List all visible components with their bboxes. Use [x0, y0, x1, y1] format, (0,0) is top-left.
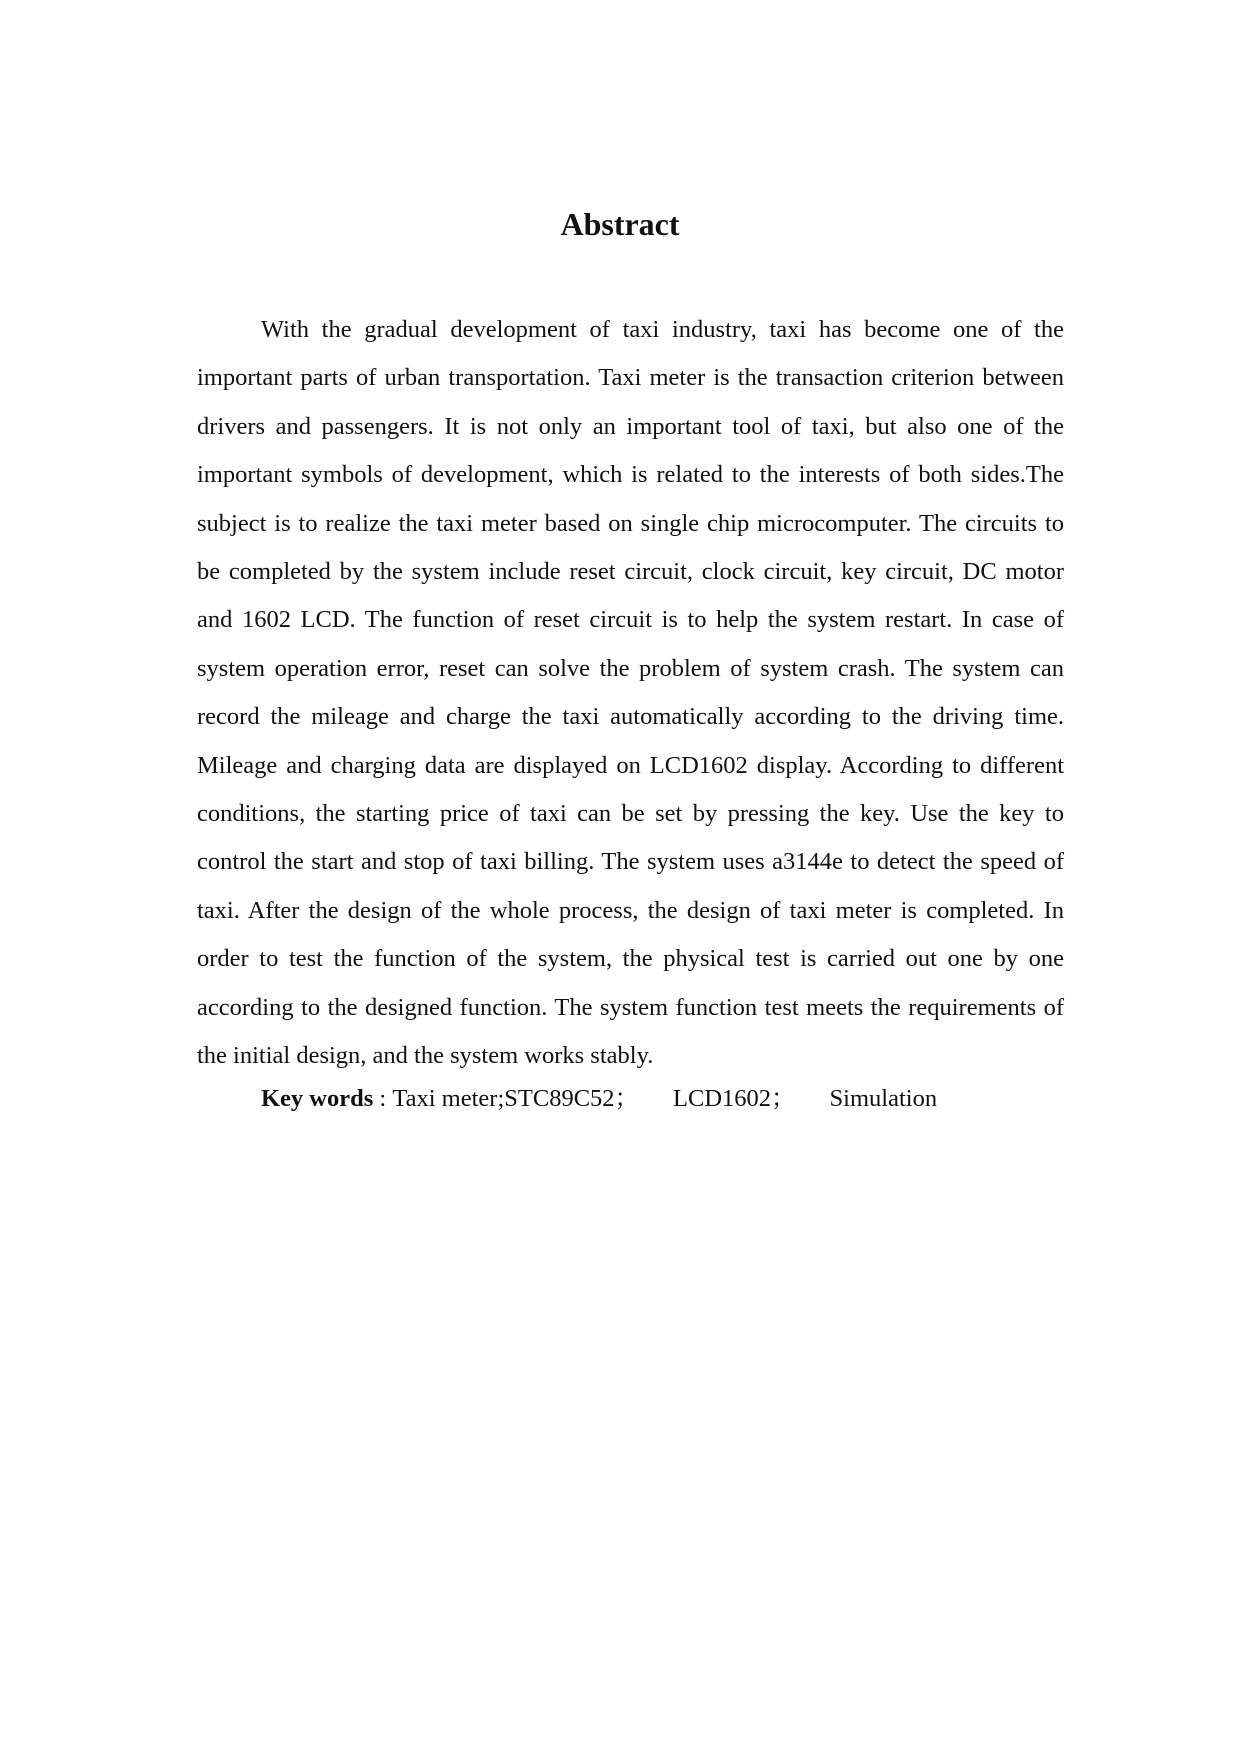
keywords-line [261, 1079, 937, 1119]
keyword-item: STC89C52 [504, 1085, 615, 1112]
keyword-item: Taxi meter [392, 1085, 498, 1112]
keyword-separator: ； [771, 1085, 796, 1112]
keyword-item: LCD1602 [673, 1085, 772, 1112]
keyword-item: Simulation [829, 1085, 938, 1112]
keyword-separator: ; [497, 1085, 505, 1112]
keywords-colon: : [373, 1085, 393, 1112]
keywords-label: Key words [261, 1085, 374, 1112]
abstract-paragraph: With the gradual development of taxi industry, taxi has become one of the important parts of urban transportation. Taxi meter is the transaction criterion between drivers and passengers. It is not only an important tool of taxi, but also one of the important symbols of development, which is related to the interests of both sides.The subject is to realize the taxi meter based on single chip microcomputer. The circuits to be completed by the system include reset circuit, clock circuit, key circuit, DC motor and 1602 LCD. The function of reset circuit is to help the system restart. In case of system operation error, reset can solve the problem of system crash. The system can record the mileage and charge the taxi automatically according to the driving time. Mileage and charging data are displayed on LCD1602 display. According to different conditions, the starting price of taxi can be set by pressing the key. Use the key to control the start and stop of taxi billing. The system uses a3144e to detect the speed of taxi. After the design of the whole process, the design of taxi meter is completed. In order to test the function of the system, the physical test is carried out one by one according to the designed function. The system function test meets the requirements of the initial design, and the system works stably. [197, 316, 1064, 1070]
keyword-separator: ； [614, 1085, 640, 1112]
page-title: Abstract [560, 206, 680, 242]
